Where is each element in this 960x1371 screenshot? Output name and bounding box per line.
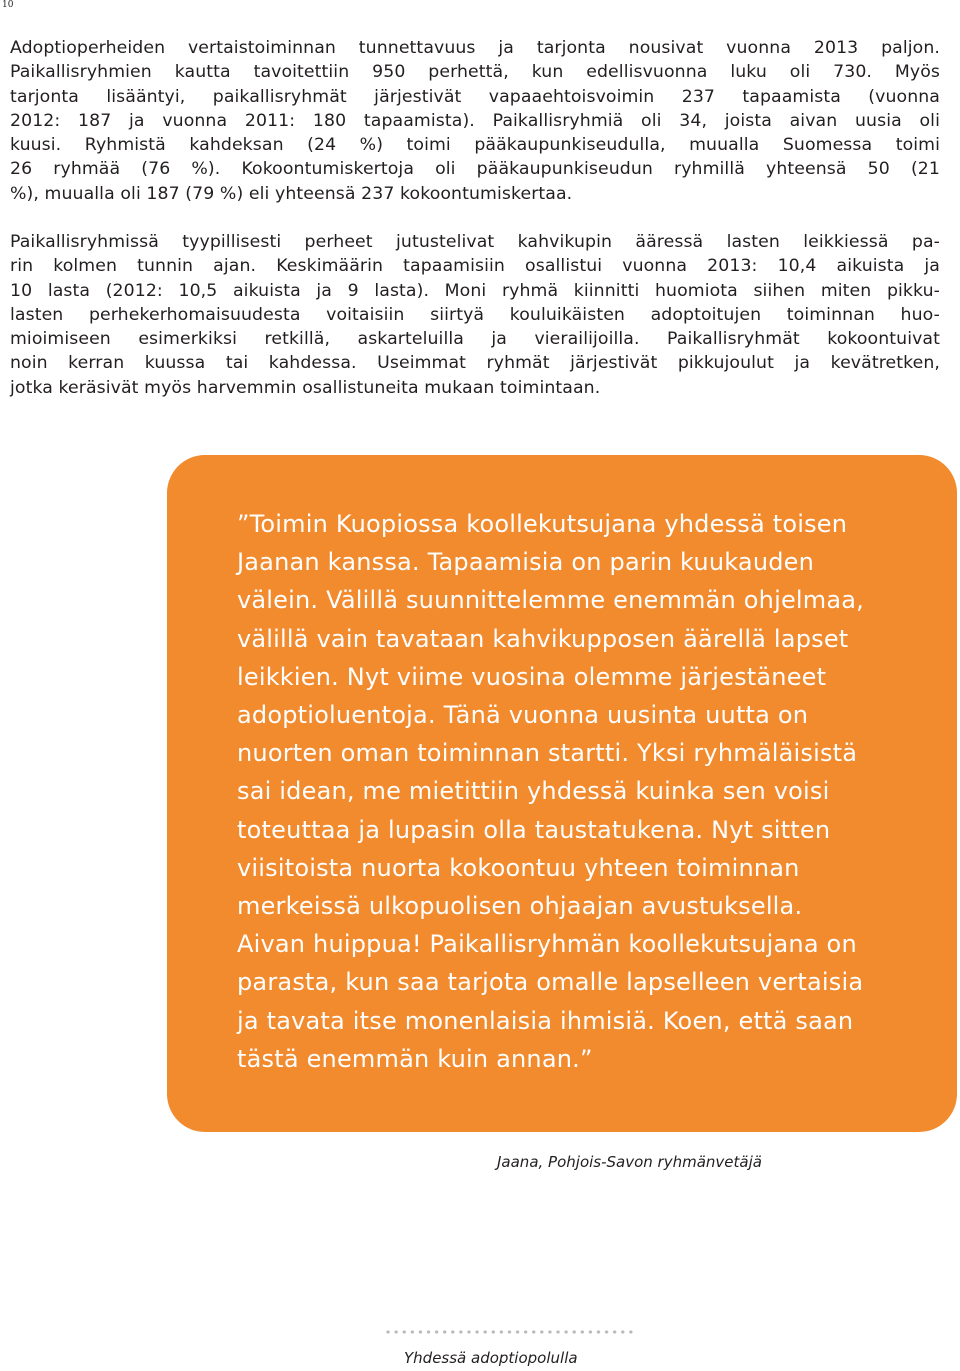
quote-line: ”Toimin Kuopiossa koollekutsujana yhdessä toisen <box>237 510 848 538</box>
paragraph-line: 10 lasta (2012: 10,5 aikuista ja 9 lasta). Moni ryhmä kiinnitti huomiota siihen miten pikku- <box>10 280 940 301</box>
paragraph-line: tarjonta lisääntyi, paikallisryhmät järjestivät vapaaehtoisvoimin 237 tapaamista (vuonna <box>10 86 940 107</box>
quote-line: välein. Välillä suunnittelemme enemmän ohjelmaa, <box>237 586 865 615</box>
paragraph-line: lasten perhekerhomaisuudesta voitaisiin siirtyä kouluikäisten adoptoitujen toiminnan huo- <box>10 304 940 325</box>
paragraph-line: mioimiseen esimerkiksi retkillä, askarteluilla ja vierailijoilla. Paikallisryhmät kokoontuivat <box>10 329 940 350</box>
paragraph-line: 2012: 187 ja vuonna 2011: 180 tapaamista). Paikallisryhmiä oli 34, joista aivan uusia oli <box>10 110 940 131</box>
quote-line: välillä vain tavataan kahvikupposen äärellä lapset <box>237 624 849 653</box>
paragraph-line: Paikallisryhmissä tyypillisesti perheet jutustelivat kahvikupin ääressä lasten leikkiessä pa- <box>10 232 940 252</box>
quote-line: tästä enemmän kuin annan.” <box>237 1044 593 1073</box>
page-number: 10 <box>2 0 14 10</box>
paragraph-line: kuusi. Ryhmistä kahdeksan (24 %) toimi pääkaupunkiseudulla, muualla Suomessa toimi <box>10 135 940 156</box>
quote-line: sai idean, me mietittiin yhdessä kuinka sen voisi <box>237 777 830 806</box>
quote-line: ja tavata itse monenlaisia ihmisiä. Koen, että saan <box>237 1006 854 1035</box>
quote-line: parasta, kun saa tarjota omalle lapselleen vertaisia <box>237 968 864 997</box>
quote-line: nuorten oman toiminnan startti. Yksi ryhmäläisistä <box>237 739 858 768</box>
footer-dotted-divider <box>384 1330 634 1334</box>
quote-line: leikkien. Nyt viime vuosina olemme järjestäneet <box>237 662 827 691</box>
quote-line: Jaanan kanssa. Tapaamisia on parin kuukauden <box>237 548 815 577</box>
quote-attribution: Jaana, Pohjois-Savon ryhmänvetäjä <box>497 1153 762 1171</box>
quote-line: adoptioluentoja. Tänä vuonna uusinta uutta on <box>237 701 809 730</box>
quote-line: merkeissä ulkopuolisen ohjaajan avustuksella. <box>237 892 803 921</box>
quote-line: Aivan huippua! Paikallisryhmän koollekutsujana on <box>237 930 857 959</box>
paragraph-line: jotka keräsivät myös harvemmin osallistuneita mukaan toimintaan. <box>10 377 601 398</box>
paragraph-line: noin kerran kuussa tai kahdessa. Useimmat ryhmät järjestivät pikkujoulut ja kevätretken, <box>10 353 940 374</box>
paragraph-line: Paikallisryhmien kautta tavoitettiin 950 perhettä, kun edellisvuonna luku oli 730. Myös <box>10 62 940 83</box>
quote-line: toteuttaa ja lupasin olla taustatukena. Nyt sitten <box>237 815 831 844</box>
quote-line: viisitoista nuorta kokoontuu yhteen toiminnan <box>237 853 800 882</box>
quote-text <box>237 505 917 1078</box>
paragraph-line: 26 ryhmää (76 %). Kokoontumiskertoja oli pääkaupunkiseudun ryhmillä yhteensä 50 (21 <box>10 159 940 180</box>
paragraph-activities <box>10 230 940 400</box>
paragraph-line: %), muualla oli 187 (79 %) eli yhteensä 237 kokoontumiskertaa. <box>10 183 573 204</box>
paragraph-statistics <box>10 36 940 206</box>
paragraph-line: Adoptioperheiden vertaistoiminnan tunnettavuus ja tarjonta nousivat vuonna 2013 paljon. <box>10 38 940 58</box>
footer-publication-title: Yhdessä adoptiopolulla <box>404 1349 578 1367</box>
paragraph-line: rin kolmen tunnin ajan. Keskimäärin tapaamisiin osallistui vuonna 2013: 10,4 aikuista ja <box>10 256 940 277</box>
